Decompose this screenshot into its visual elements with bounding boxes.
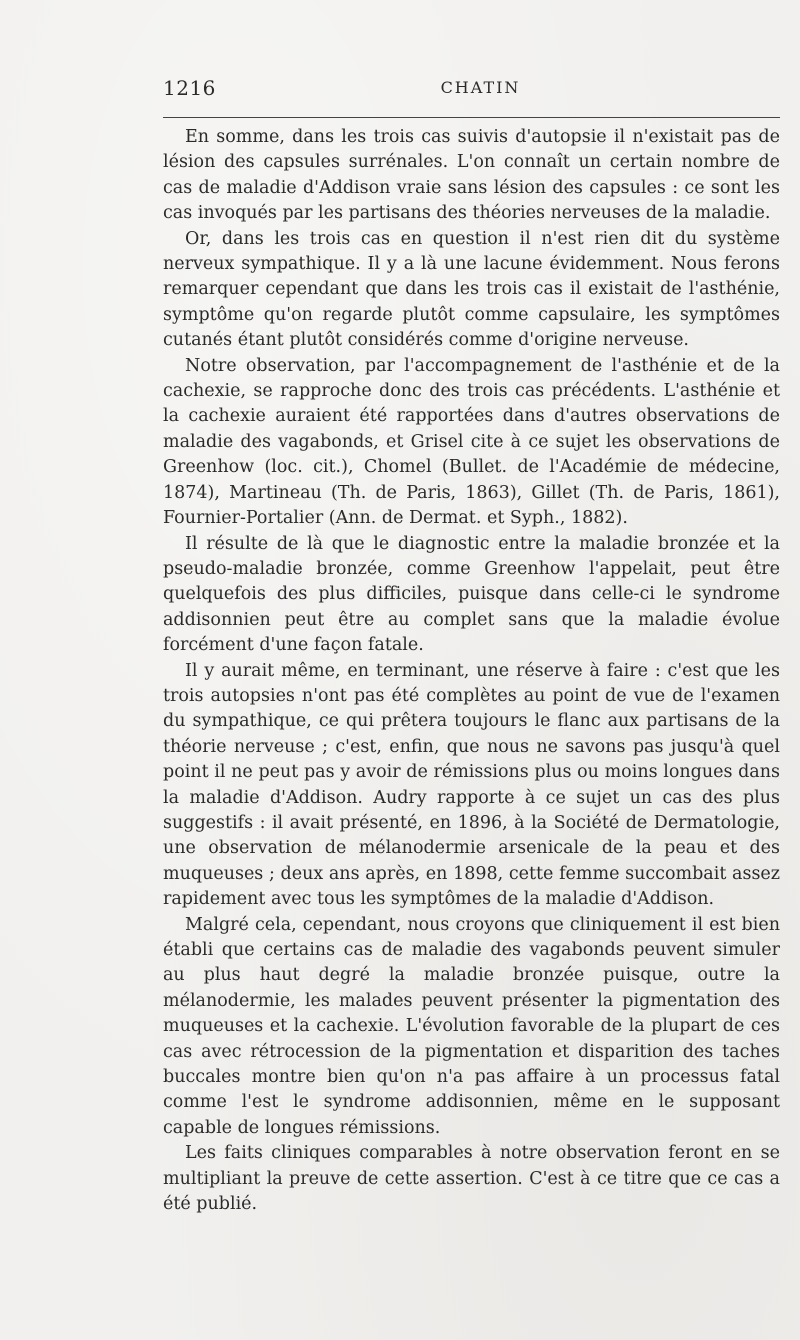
paragraph: Il résulte de là que le diagnostic entre la maladie bronzée et la pseudo-maladie bronzée, comme Greenhow l'appelait, peut être quelquefois des plus difficiles, puisque dans celle-ci le syndrome addisonnien peut être au complet sans que la maladie évolue forcément d'une façon fatale. [163, 533, 780, 656]
paragraph: Les faits cliniques comparables à notre observation feront en se multipliant la preuve de cette assertion. C'est à ce titre que ce cas a été publié. [163, 1143, 780, 1215]
paragraph: Malgré cela, cependant, nous croyons que cliniquement il est bien établi que certains cas de maladie des vagabonds peuvent simuler au plus haut degré la maladie bronzée puisque, outre la mélanodermie, les malades peuvent présenter la pigmentation des muqueuses et la cachexie. L'évolution favorable de la plupart de ces cas avec rétrocession de la pigmentation et disparition des taches buccales montre bien qu'on n'a pas affaire à un processus fatal comme l'est le syndrome addisonnien, même en le supposant capable de longues rémissions. [163, 914, 780, 1138]
body-text [163, 125, 780, 1217]
running-head [163, 76, 780, 104]
page-number: 1216 [163, 76, 216, 100]
paragraph: Notre observation, par l'accompagnement de l'asthénie et de la cachexie, se rapproche donc des trois cas précédents. L'asthénie et la cachexie auraient été rapportées dans d'autres observations de maladie des vagabonds, et Grisel cite à ce sujet les observations de Greenhow (loc. cit.), Chomel (Bullet. de l'Académie de médecine, 1874), Martineau (Th. de Paris, 1863), Gillet (Th. de Paris, 1861), Fournier-Portalier (Ann. de Dermat. et Syph., 1882). [163, 355, 780, 529]
paragraph: Or, dans les trois cas en question il n'est rien dit du système nerveux sympathique. Il y a là une lacune évidemment. Nous ferons remarquer cependant que dans les trois cas il existait de l'asthénie, symptôme qu'on regarde plutôt comme capsulaire, les symptômes cutanés étant plutôt considérés comme d'origine nerveuse. [163, 228, 780, 351]
paragraph: Il y aurait même, en terminant, une réserve à faire : c'est que les trois autopsies n'ont pas été complètes au point de vue de l'examen du sympathique, ce qui prêtera toujours le flanc aux partisans de la théorie nerveuse ; c'est, enfin, que nous ne savons pas jusqu'à quel point il ne peut pas y avoir de rémissions plus ou moins longues dans la maladie d'Addison. Audry rapporte à ce sujet un cas des plus suggestifs : il avait présenté, en 1896, à la Société de Dermatologie, une observation de mélanodermie arsenicale de la peau et des muqueuses ; deux ans après, en 1898, cette femme succombait assez rapidement avec tous les symptômes de la maladie d'Addison. [163, 660, 780, 910]
running-title: CHATIN [440, 78, 521, 97]
header-rule [163, 117, 780, 118]
paragraph: En somme, dans les trois cas suivis d'autopsie il n'existait pas de lésion des capsules surrénales. L'on connaît un certain nombre de cas de maladie d'Addison vraie sans lésion des capsules : ce sont les cas invoqués par les partisans des théories nerveuses de la maladie. [163, 127, 780, 224]
